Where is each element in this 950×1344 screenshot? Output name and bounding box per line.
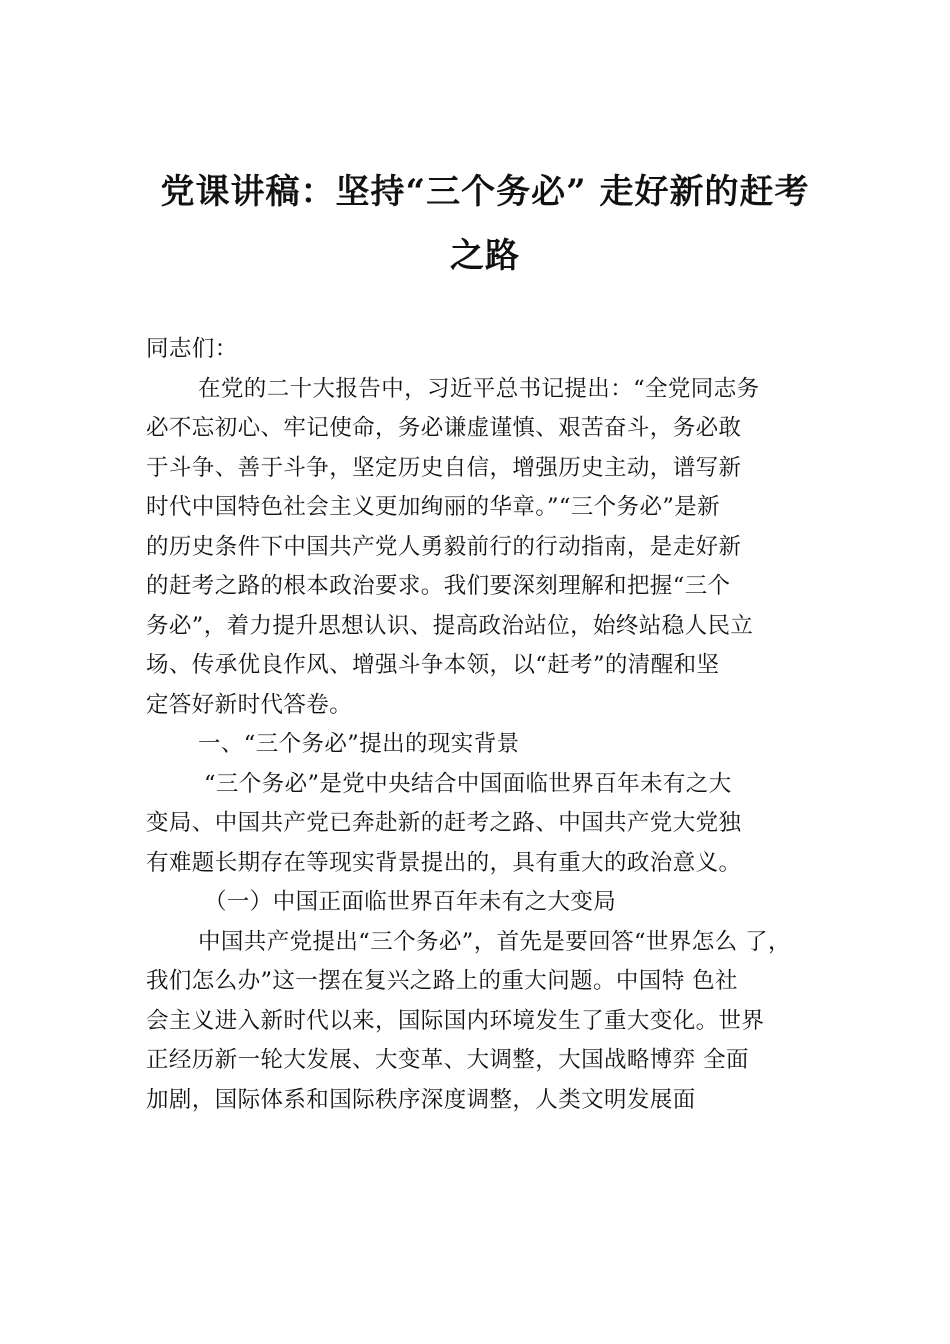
title-line: 党课讲稿：坚持“三个务必” 走好新的赶考: [160, 172, 810, 212]
section-heading: 一、“三个务必”提出的现实背景: [198, 731, 520, 757]
paragraph-intro: [146, 370, 816, 726]
paragraph-world-change: [146, 923, 816, 1121]
document-body: [146, 330, 816, 1120]
subsection-heading: （一）中国正面临世界百年未有之大变局: [204, 889, 617, 915]
paragraph-line: 定答好新时代答卷。: [146, 691, 353, 718]
paragraph-line: 加剧，国际体系和国际秩序深度调整，人类文明发展面: [146, 1086, 696, 1113]
paragraph-line: 在党的二十大报告中，习近平总书记提出：“全党同志务: [198, 375, 760, 402]
salutation: 同志们：: [146, 336, 238, 362]
paragraph-line: 务必”，着力提升思想认识、提高政治站位，始终站稳人民立: [146, 612, 754, 639]
paragraph-line: 场、传承优良作风、增强斗争本领，以“赶考”的清醒和坚: [146, 652, 720, 678]
paragraph-line: 时代中国特色社会主义更加绚丽的华章。”“三个务必”是新: [146, 494, 721, 520]
paragraph-line: 于斗争、善于斗争，坚定历史自信，增强历史主动，谱写新: [146, 454, 742, 481]
paragraph-line: 有难题长期存在等现实背景提出的，具有重大的政治意义。: [146, 849, 742, 876]
paragraph-line: 的历史条件下中国共产党人勇毅前行的行动指南，是走好新: [146, 533, 742, 560]
paragraph-background: [146, 765, 816, 884]
paragraph-line: 我们怎么办”这一摆在复兴之路上的重大问题。中国特 色社: [146, 968, 738, 994]
title-line: 之路: [450, 236, 520, 276]
document-title: [150, 160, 820, 288]
paragraph-line: 会主义进入新时代以来，国际国内环境发生了重大变化。世界: [146, 1007, 765, 1034]
paragraph-line: “三个务必”是党中央结合中国面临世界百年未有之大: [204, 770, 732, 797]
paragraph-line: 的赶考之路的根本政治要求。我们要深刻理解和把握“三个: [146, 573, 731, 599]
paragraph-line: 必不忘初心、牢记使命，务必谦虚谨慎、艰苦奋斗，务必敢: [146, 415, 742, 441]
paragraph-line: 中国共产党提出“三个务必”，首先是要回答“世界怎么 了，: [198, 928, 791, 955]
paragraph-line: 正经历新一轮大发展、大变革、大调整，大国战略博弈 全面: [146, 1047, 749, 1073]
paragraph-line: 变局、中国共产党已奔赴新的赶考之路、中国共产党大党独: [146, 810, 742, 836]
